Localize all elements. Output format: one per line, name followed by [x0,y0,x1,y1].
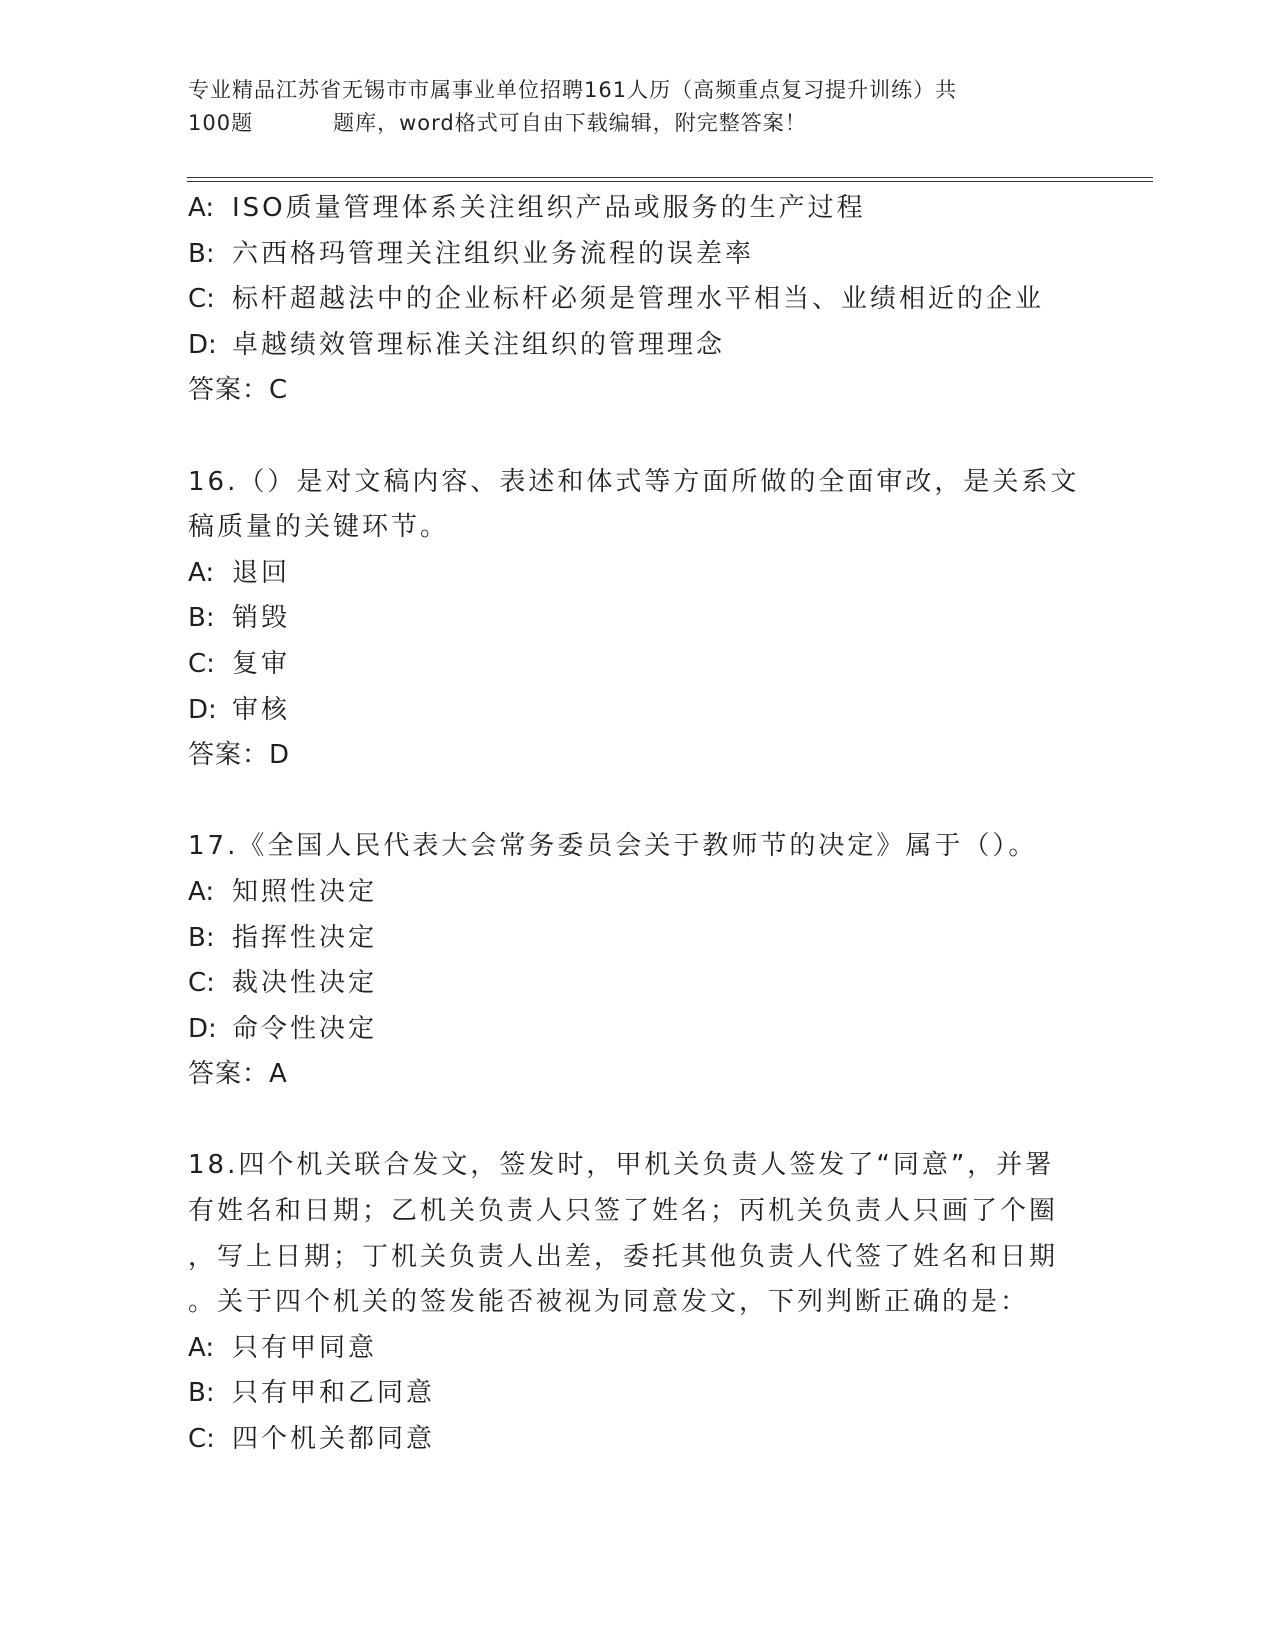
option-a: A: 知照性决定 [188,876,378,907]
document-body [188,186,1088,1463]
option-a: A: ISO质量管理体系关注组织产品或服务的生产过程 [188,193,866,223]
option-a: A: 退回 [188,557,291,588]
question-stem-line: ，写上日期；丁机关负责人出差，委托其他负责人代签了姓名和日期 [188,1241,1059,1272]
question-stem-line: 有姓名和日期；乙机关负责人只签了姓名；丙机关负责人只画了个圈 [188,1196,1059,1227]
question-15-continued [188,186,1088,414]
option-c: C: 标杆超越法中的企业标杆必须是管理水平相当、业绩相近的企业 [188,284,1045,315]
question-stem-line: 。关于四个机关的签发能否被视为同意发文，下列判断正确的是： [188,1287,1030,1318]
option-d: D: 命令性决定 [188,1013,378,1044]
question-stem-line: 16.（）是对文稿内容、表述和体式等方面所做的全面审改，是关系文 [188,466,1080,497]
question-stem-line: 18.四个机关联合发文，签发时，甲机关负责人签发了“同意”，并署 [188,1150,1055,1181]
question-18 [188,1143,1088,1462]
document-header [188,74,1068,140]
option-c: C: 复审 [188,648,291,679]
header-rule-top [187,177,1153,178]
question-stem-line: 17.《全国人民代表大会常务委员会关于教师节的决定》属于（）。 [188,831,1038,862]
header-rule-bottom [187,181,1153,182]
option-c: C: 裁决性决定 [188,968,378,999]
option-d: D: 卓越绩效管理标准关注组织的管理理念 [188,329,726,360]
option-b: B: 指挥性决定 [188,922,378,953]
answer-line: 答案：D [188,740,291,771]
option-d: D: 审核 [188,694,291,725]
header-title-line: 专业精品江苏省无锡市市属事业单位招聘161人历（高频重点复习提升训练）共 [188,78,958,102]
question-17 [188,824,1088,1098]
option-b: B: 六西格玛管理关注组织业务流程的误差率 [188,238,755,269]
question-stem-line: 稿质量的关键环节。 [188,512,450,543]
option-b: B: 销毁 [188,603,291,634]
answer-line: 答案：A [188,1059,288,1090]
header-description: 题库，word格式可自由下载编辑，附完整答案！ [333,111,807,135]
option-b: B: 只有甲和乙同意 [188,1378,436,1409]
answer-line: 答案：C [188,375,289,406]
header-question-count: 100题 [188,111,254,135]
header-subtitle-line [188,107,1068,140]
question-16 [188,460,1088,779]
option-a: A: 只有甲同意 [188,1332,378,1363]
option-c: C: 四个机关都同意 [188,1424,436,1455]
